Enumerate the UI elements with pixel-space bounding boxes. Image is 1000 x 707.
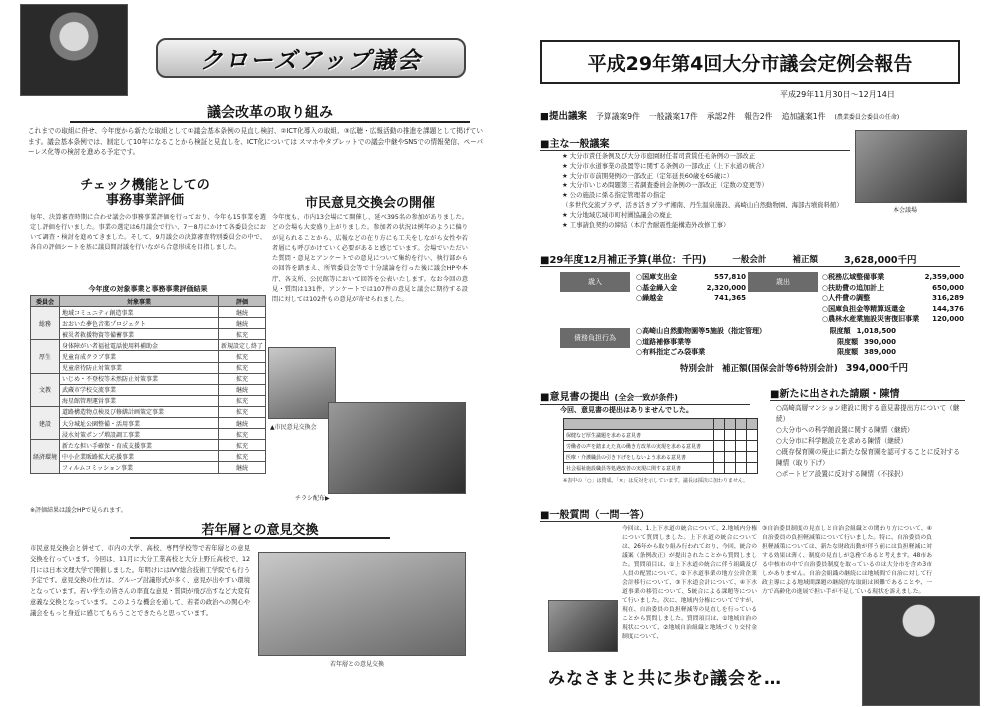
eval-result-cell: 拡充 [218, 451, 265, 462]
rev-item-name: ○繰越金 [636, 294, 664, 302]
opinion-vote-cell [725, 430, 736, 441]
report-dates: 平成29年11月30日〜12月14日 [780, 90, 895, 99]
debt-item-value: 高崎山自然動物園等5施設（指定管理） [642, 327, 766, 335]
eval-result-cell: 拡充 [218, 406, 265, 417]
main-bill-text: 大分市市前開発例の一部改正（定年延長60歳を65歳に） [569, 171, 734, 180]
bills-additional: 追加議案1件 [781, 112, 826, 121]
exp-item-value: 農林水産業施設災害復旧事業 [828, 315, 920, 323]
revenue-label: 歳入 [560, 272, 630, 292]
exp-item-value: 120,000 [932, 315, 964, 323]
eval-project-cell: おおいた夢色音楽プロジェクト [60, 318, 219, 329]
check-title-line1: チェック機能としての [80, 178, 210, 193]
opinion-vote-cell [736, 441, 747, 452]
special-account-row [680, 360, 960, 374]
councillor-standing-photo [862, 596, 980, 706]
debt-item [636, 347, 896, 358]
eval-result-cell: 継続 [218, 318, 265, 329]
debt-item-name: ○道路補修事業等 [636, 337, 692, 346]
main-bill-item [562, 152, 852, 162]
exp-item-name: ○扶助費の追加計上 [822, 283, 885, 292]
exp-item-amount [932, 283, 964, 294]
opinion-row [564, 452, 758, 463]
eval-result-cell: 拡充 [218, 440, 265, 451]
eval-table-row [31, 362, 266, 373]
main-bill-text: 大分地域広域市町村圏協議会の廃止 [569, 210, 673, 219]
eval-table-row [31, 329, 266, 340]
debt-item-value: 限度額 [837, 337, 859, 346]
exp-item [822, 314, 964, 325]
eval-table-row [31, 451, 266, 462]
debt-burden-list [636, 326, 896, 358]
exp-item-value: 国庫負担金等精算返還金 [828, 304, 906, 313]
exp-item-amount [932, 314, 964, 325]
exp-item-amount [925, 272, 964, 283]
budget-divider [540, 266, 960, 267]
check-title-line2: 事務事業評価 [105, 193, 184, 208]
exp-item [822, 304, 964, 315]
star-bullet-icon: ★ [562, 181, 570, 190]
eval-result-cell: 拡充 [218, 351, 265, 362]
petition-label: ■新たに出された請願・陳情 [770, 385, 965, 401]
eval-result-cell: 継続 [218, 384, 265, 395]
eval-table-row [31, 395, 266, 406]
opinion-row [564, 430, 758, 441]
debt-item-value: 1,018,500 [856, 327, 896, 335]
citizen-text: 今年度も、市内13会場にて開催し、延べ395名の参加がありました。どの会場も大変盛り上がりました。参加者の状況は例年のように偏りが見られることから、広報などの在り方にも工夫をしながら女性や若者層にも呼びかけていく必要があると感じています。会場でいただいた質問・意見とアンケートでの意見について集約を行い、執行部からの回答を踏まえ、所管委員会等で十分議論を行った後に議会HPや本庁、各支所、公民館等において回答を公表いたします。なお今回の意見・質問は131件、アンケートでは107件の意見と議会に期待する設問に対しては102件もの意見が寄せられました。 [272, 214, 468, 304]
special-amount-label: 補正額(国保会計等6特別会計) [722, 364, 838, 374]
rev-item [636, 272, 746, 283]
main-bill-item [562, 201, 852, 211]
debt-item-value: 389,000 [864, 348, 896, 356]
star-bullet-icon: ★ [562, 161, 570, 170]
opinion-row [564, 441, 758, 452]
debt-item [636, 326, 896, 337]
exp-item-name: ○人件費の調整 [822, 294, 871, 302]
debt-item-value: 道路補修事業等 [642, 337, 692, 346]
exp-item-value: 144,376 [932, 304, 964, 313]
eval-result-cell: 継続 [218, 418, 265, 429]
closeup-banner [156, 38, 466, 78]
eval-table-row [31, 307, 266, 318]
report-title-box [540, 40, 960, 84]
expenditure-label: 歳出 [748, 272, 818, 292]
rev-item-amount [714, 272, 746, 283]
flyer-caption: チラシ配布▶ [295, 495, 330, 502]
main-bill-item [562, 211, 852, 221]
petition-list [776, 403, 961, 480]
eval-project-cell: 道路構造物点検及び修繕計画策定事業 [60, 406, 219, 417]
opinion-sub: (全会一致が条件) [614, 393, 678, 402]
eval-committee-cell: 厚生 [31, 340, 60, 373]
star-bullet-icon: ★ [562, 220, 570, 229]
eval-table [30, 295, 266, 474]
citizen-meeting-photo [268, 347, 336, 419]
opinion-vote-cell [725, 463, 736, 474]
citizen-title: 市民意見交換会の開催 [304, 196, 435, 211]
revenue-list [636, 272, 746, 304]
opinion-vote-cell [714, 441, 725, 452]
bills-report: 報告2件 [744, 112, 773, 121]
rev-item-value: 基金繰入金 [642, 283, 678, 292]
exp-item-value: 税務広域整備事業 [828, 273, 885, 281]
opinion-title-cell: 労働者の声を踏まえた真の働き方改革の実現を求める意見書 [564, 441, 714, 452]
bills-row [540, 108, 980, 122]
bills-budget: 予算議案9件 [595, 112, 640, 121]
debt-item-value: 限度額 [837, 348, 859, 356]
assembly-hall-caption: 本会議場 [893, 207, 918, 214]
main-bill-text: 大分市いじめ問題第三者調査委員会条例の一部改正（定数の変更等） [569, 181, 768, 190]
youth-exchange-caption: 若年層との意見交換 [330, 661, 385, 668]
debt-item-label [830, 326, 851, 337]
eval-table-row [31, 462, 266, 473]
opinion-title-cell: 保健など厚生議題を求める意見書 [564, 430, 714, 441]
opinion-vote-cell [747, 441, 758, 452]
eval-project-cell: フィルムコミッション事業 [60, 462, 219, 473]
opinion-vote-cell [725, 441, 736, 452]
debt-item-amount [857, 326, 896, 337]
main-bill-text: 大分市水道事業の設置等に関する条例の一部改正（上下水道の統合） [569, 161, 768, 170]
youth-title: 若年層との意見交換 [201, 523, 319, 538]
star-bullet-icon: ★ [562, 152, 570, 160]
eval-project-cell: 海星館管理運営事業 [60, 395, 219, 406]
general-total: 3,628,000千円 [843, 254, 917, 266]
question-text-1: 今回は、1.上下水道の統合について、2.地域内分権について質問しました。上下水道の統合については、26年から取り組み行われており、今回、統合の議案（条例改正）が提出されたことから質問しました。質問項目は、①上下水道の統合に伴う組織及び人員の配置について、②下水道事業の地方公営企業会計移行について、③下水道会計について、④下水道事業の移管について、5統合による課題等について行いました。次に、地域内分権についてですが、現在、自治委員の負担軽減等の見直しを行っていることから質問しました。質問項目は、①地域自治の現状について、②地域自治組織と地域づくり交付金制度について、 [622, 526, 757, 640]
report-title: 平成29年第4回大分市議会定例会報告 [587, 52, 913, 75]
eval-table-row [31, 384, 266, 395]
opinion-title-cell: 医療・介護職員の引き下げをしないよう求める意見書 [564, 452, 714, 463]
debt-item-amount [864, 337, 896, 348]
budget-label: ■29年度12月補正予算(単位：千円) [540, 255, 707, 266]
exp-item-amount [932, 304, 964, 315]
debt-item-amount [864, 347, 896, 358]
exp-item-value: 人件費の調整 [828, 294, 871, 302]
youth-divider [130, 537, 390, 539]
rev-item-name: ○基金繰入金 [636, 283, 678, 292]
eval-committee-cell: 総務 [31, 307, 60, 340]
eval-result-cell: 新規設定し終了 [218, 340, 265, 351]
main-bill-text: （多世代交流プラザ、活き活きプラザ湘南、丹生温泉施設、高崎山自然動物園、海部古墳資料館） [562, 200, 843, 209]
main-bills-label: ■主な一般議案 [540, 135, 850, 151]
eval-result-cell: 拡充 [218, 429, 265, 440]
debt-item-label [837, 347, 858, 358]
eval-committee-cell: 建設 [31, 406, 60, 439]
debt-item-value: 有料指定ごみ袋事業 [642, 348, 706, 356]
eval-header-project: 対象事業 [60, 296, 219, 307]
exp-item-name: ○国庫負担金等精算返還金 [822, 304, 906, 313]
eval-committee-cell: 経済環境 [31, 440, 60, 473]
eval-project-cell: 中小企業販路拡大応援事業 [60, 451, 219, 462]
opinion-vote-cell [736, 463, 747, 474]
opinion-vote-cell [725, 452, 736, 463]
debt-item-name: ○高崎山自然動物園等5施設（指定管理） [636, 327, 766, 335]
rev-item-value: 繰越金 [642, 294, 664, 302]
star-bullet-icon: ★ [562, 191, 570, 200]
exp-item-value: 2,359,000 [924, 273, 964, 281]
eval-table-title: 今年度の対象事業と事務事業評価結果 [88, 285, 208, 293]
budget-header [540, 251, 960, 266]
exp-item [822, 283, 964, 294]
main-bill-item [562, 181, 852, 191]
check-text: 毎年、決算審査時期に合わせ議会の事務事業評価を行っており、今年も15事業を選定し評価を行いました。事業の選定は6月議会で行い、7〜8月にかけて各委員会において調査・検討を進めてきました。そして、9月議会の決算審査特別委員会の中で、各自の評価シートを基に議員間討議を行いながら合意形成を目指しました。 [30, 214, 266, 251]
slogan: みなさまと共に歩む議会を… [548, 669, 782, 689]
rev-item-amount [707, 283, 746, 294]
councillor-portrait-photo [20, 4, 128, 96]
eval-table-row [31, 318, 266, 329]
question-text-2: ③自治委員制度の見直しと自治会組織との関わり方について、④自治委員の負担軽減策について行いました。特に、自治委員の負担軽減策については、新たな財政出動が伴う前には負担軽減に対する効果は薄く、制度の見直しが急務であると考えます。48市ある中核市の中で自治委員制度を取っているのは大分市を含め3市しかありません。自治会組織の継続には地域間で自治に対して行政主導による地域間課題の継続的な取組は困難であることや、一方で高齢化の進展で担い手が不足している現状を訴えました。 [762, 526, 932, 595]
opinion-vote-cell [714, 430, 725, 441]
eval-table-row [31, 406, 266, 417]
main-bill-text: 工事請負契約の締結（本庁舎耐震性能構造外改修工事） [569, 220, 730, 229]
reform-text: これまでの取組に併せ、今年度から新たな取組として①議会基本条例の見直し検討、②ICT化導入の取組、③広聴・広報活動の推進を課題として掲げています。議会基本条例では、制定して10年になることから検証と見直しを、ICT化については スマホやタブレットでの議会中継やSNSでの情報発信、ペーパーレス化等の検討を進める予定です。 [28, 127, 483, 156]
star-bullet-icon: ★ [562, 171, 570, 180]
main-bill-item [562, 172, 852, 182]
exp-item-amount [932, 293, 964, 304]
eval-table-row [31, 373, 266, 384]
bills-label: ■提出議案 [540, 111, 587, 122]
eval-project-cell: 地域コミュニティ創造事業 [60, 307, 219, 318]
eval-project-cell: 新たな担い手確保・育成支援事業 [60, 440, 219, 451]
exp-item-value: 扶助費の追加計上 [828, 283, 885, 292]
expenditure-list [822, 272, 964, 325]
opinion-row [564, 463, 758, 474]
eval-committee-cell: 文教 [31, 373, 60, 406]
exp-item [822, 293, 964, 304]
eval-header-result: 評価 [218, 296, 265, 307]
eval-header-committee: 委員会 [31, 296, 60, 307]
opinion-title-cell: 社会福祉施設職員等処遇改善の実現に関する意見書 [564, 463, 714, 474]
debt-item-label [837, 337, 858, 348]
exp-item-value: 316,289 [932, 294, 964, 302]
petition-item: ○大分市に科学館設立を求める陳情（継続） [776, 437, 908, 445]
eval-result-cell: 拡充 [218, 362, 265, 373]
youth-text: 市民意見交換会と併せて、市内の大学、高校、専門学校等で若年層との意見交換を行っています。今回は、11月に大分工業高校と大分上野丘高校で、12月には日本文理大学で開催しました。年明けにはIVY総合技術工学院でも行う予定です。意見交換の仕方は、グループ討議形式が多く、意見が出やすい環境となっています。若い学生の皆さんの率直な意見・質問が飛び出すなど大変有意義な交換となっています。このような機会を通して、若者の政治への関心や議会をもっと身近に感じてもらうことできたらと思っています。 [30, 545, 250, 617]
special-total: 394,000千円 [845, 363, 908, 374]
debt-item [636, 337, 896, 348]
debt-item-value: 限度額 [829, 327, 851, 335]
rev-item [636, 293, 746, 304]
eval-project-cell: いじめ・不登校等未然防止対策事業 [60, 373, 219, 384]
opinion-vote-cell [736, 430, 747, 441]
opinion-vote-cell [747, 452, 758, 463]
flyer-distribution-photo [328, 402, 466, 494]
question-label: ■一般質問（一問一答） [540, 506, 760, 522]
debt-burden-label: 債務負担行為 [560, 328, 630, 348]
opinion-vote-table [563, 418, 758, 474]
rev-item-value: 国庫支出金 [642, 273, 678, 281]
eval-table-row [31, 440, 266, 451]
eval-result-cell: 拡充 [218, 329, 265, 340]
rev-item-value: 741,365 [714, 294, 746, 302]
eval-project-cell: 被災者救援物資等備蓄事業 [60, 329, 219, 340]
special-account-label: 特別会計 [680, 364, 715, 374]
reform-divider [70, 121, 470, 123]
eval-table-row [31, 351, 266, 362]
eval-project-cell: 児童育成クラブ事業 [60, 351, 219, 362]
eval-result-cell: 拡充 [218, 395, 265, 406]
main-bill-item [562, 162, 852, 172]
bills-note: (農業委員会委員の任命) [834, 114, 900, 121]
opinion-vote-cell [714, 463, 725, 474]
closeup-banner-title: クローズアップ議会 [199, 47, 423, 74]
eval-project-cell: 大分城址公園整備・活用事業 [60, 418, 219, 429]
bills-general: 一般議案17件 [648, 112, 698, 121]
main-bill-text: 大分市責任条例及び大分市庭園財任者司責賃任毛条例の一部改正 [569, 152, 756, 160]
bills-approval: 承認2件 [706, 112, 736, 121]
main-bill-item [562, 221, 852, 231]
opinion-vote-cell [747, 463, 758, 474]
youth-exchange-photo [258, 552, 466, 656]
exp-item [822, 272, 964, 283]
question-speaker-photo [548, 600, 618, 652]
opinion-vote-cell [736, 452, 747, 463]
opinion-text: 今回、意見書の提出はありませんでした。 [560, 406, 693, 414]
citizen-meeting-caption: ▲市民意見交換会 [270, 424, 317, 431]
rev-item [636, 283, 746, 294]
rev-item-value: 2,320,000 [706, 283, 746, 292]
eval-project-cell: 児童虐待防止対策事業 [60, 362, 219, 373]
rev-item-name: ○国庫支出金 [636, 273, 678, 281]
debt-item-name: ○有料指定ごみ袋事業 [636, 348, 706, 356]
general-account-label: 一般会計 [732, 254, 767, 265]
petition-item: ○高崎高層マンション建設に関する意見書提出方について（継続） [776, 404, 960, 423]
reform-title: 議会改革の取り組み [207, 105, 333, 121]
opinion-header [540, 385, 750, 405]
exp-item-name: ○農林水産業施設災害復旧事業 [822, 315, 920, 323]
eval-table-row [31, 418, 266, 429]
eval-result-cell: 継続 [218, 307, 265, 318]
opinion-note: ※表中の「○」は賛成、「×」は反対を示しています。議長は採決に加わりません。 [563, 478, 749, 484]
eval-result-cell: 継続 [218, 462, 265, 473]
debt-item-value: 390,000 [864, 337, 896, 346]
eval-table-row [31, 429, 266, 440]
eval-note: ※評価結果は議会HPで見られます。 [30, 507, 127, 514]
star-bullet-icon: ★ [562, 210, 570, 219]
exp-item-value: 650,000 [932, 283, 964, 292]
petition-item: ○既存保育園の廃止に新たな保育園を認可することに反対する陳情（取り下げ） [776, 448, 960, 467]
eval-table-row [31, 340, 266, 351]
eval-project-cell: 身体障がい者福祉電話使用料補助金 [60, 340, 219, 351]
general-amount-label: 補正額 [792, 254, 818, 265]
petition-item: ○ポートピア設置に反対する陳情（不採択） [776, 470, 908, 478]
opinion-vote-cell [747, 430, 758, 441]
rev-item-value: 557,810 [714, 273, 746, 281]
main-bill-text: 公の施設に係る指定管理者の指定 [569, 191, 666, 200]
petition-item: ○大分市への科学館設置に関する陳情（継続） [776, 426, 914, 434]
eval-project-cell: 浸水対策ポンプ増設調工事業 [60, 429, 219, 440]
assembly-hall-photo [855, 130, 967, 203]
opinion-vote-cell [714, 452, 725, 463]
main-bills-list [562, 152, 852, 230]
eval-project-cell: 武蔵市学校交流事業 [60, 384, 219, 395]
rev-item-amount [714, 293, 746, 304]
main-bill-item [562, 191, 852, 201]
exp-item-name: ○税務広域整備事業 [822, 273, 885, 281]
eval-result-cell: 拡充 [218, 373, 265, 384]
opinion-label: ■意見書の提出 [540, 392, 610, 403]
check-title [30, 178, 260, 208]
